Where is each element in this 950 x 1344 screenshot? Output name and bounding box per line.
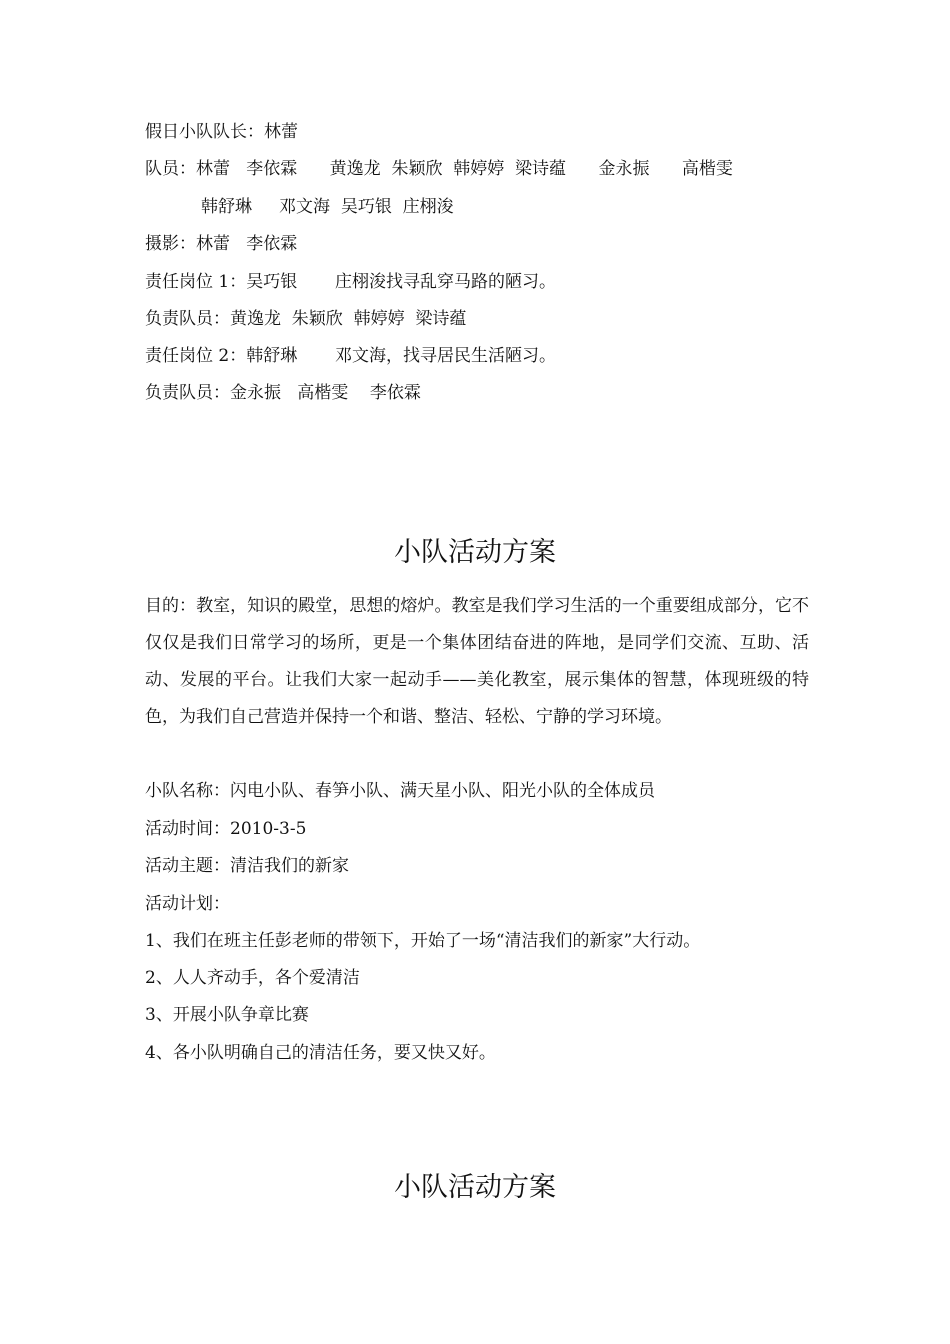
duty-2-members-line: 负责队员：金永振 高楷雯 李依霖 xyxy=(145,383,421,403)
section-2-title: 小队活动方案 xyxy=(394,537,556,568)
plan-item-3: 3、开展小队争章比赛 xyxy=(145,1005,309,1025)
captain-line: 假日小队队长：林蕾 xyxy=(145,122,298,142)
members-line-2: 韩舒琳 邓文海 吴巧银 庄栩浚 xyxy=(201,197,454,217)
plan-label-line: 活动计划： xyxy=(145,894,230,914)
plan-item-4: 4、各小队明确自己的清洁任务，要又快又好。 xyxy=(145,1043,496,1063)
team-name-line: 小队名称：闪电小队、春笋小队、满天星小队、阳光小队的全体成员 xyxy=(145,781,655,801)
duty-2-line: 责任岗位 2：韩舒琳 邓文海，找寻居民生活陋习。 xyxy=(145,346,557,366)
duty-1-members-line: 负责队员：黄逸龙 朱颖欣 韩婷婷 梁诗蕴 xyxy=(145,309,467,329)
section-3-title: 小队活动方案 xyxy=(394,1172,556,1203)
duty-1-line: 责任岗位 1：吴巧银 庄栩浚找寻乱穿马路的陋习。 xyxy=(145,272,557,292)
activity-time-line: 活动时间：2010-3-5 xyxy=(145,819,307,839)
activity-theme-line: 活动主题：清洁我们的新家 xyxy=(145,856,349,876)
photo-line: 摄影：林蕾 李依霖 xyxy=(145,234,298,254)
members-line-1: 队员：林蕾 李依霖 黄逸龙 朱颖欣 韩婷婷 梁诗蕴 金永振 高楷雯 xyxy=(145,159,733,179)
plan-item-2: 2、人人齐动手，各个爱清洁 xyxy=(145,968,360,988)
plan-item-1: 1、我们在班主任彭老师的带领下，开始了一场“清洁我们的新家”大行动。 xyxy=(145,931,701,951)
purpose-paragraph: 目的：教室，知识的殿堂，思想的熔炉。教室是我们学习生活的一个重要组成部分，它不仅仅是我们日常学习的场所，更是一个集体团结奋进的阵地，是同学们交流、互助、活动、发展的平台。让我们大家一起动手——美化教室，展示集体的智慧，体现班级的特色，为我们自己营造并保持一个和谐、整洁、轻松、宁静的学习环境。 xyxy=(145,596,809,727)
